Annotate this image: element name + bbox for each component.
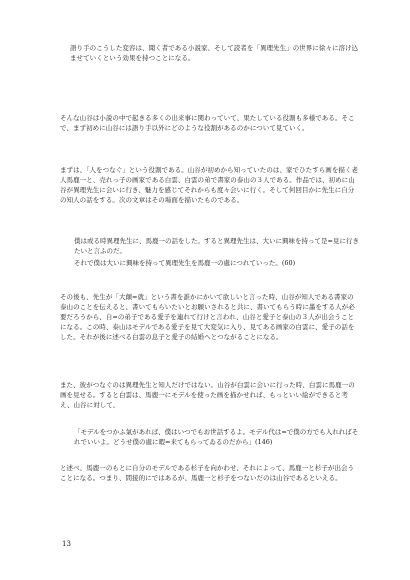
quote-1: 僕は或る時異理先生に、馬鹿一の話をした。すると異理先生は、大いに興味を持って是=見に行きたいと言ふのだ。 (74, 237, 359, 255)
paragraph-6: と述べ、馬鹿一のもとに自分のモデルである杉子を向かわせ、それによって、馬鹿一と杉子が出会うことになる。つまり、間接的にではあるが、馬鹿一と杉子をつないだのは山谷であるといえる。 (60, 464, 355, 482)
page-number: 13 (62, 540, 71, 548)
quote-2: それで僕は大いに興味を持って異理先生を馬鹿一の處につれていった。(60) (74, 259, 296, 267)
paragraph-5: また、彼がつなぐのは異理先生と知人だけではない。山谷が白雲に会いに行った時、白雲に馬鹿一の画を見せる。すると白雲は、馬鹿一にモデルを使った画を描かせれば、もっといい絵ができると考え、山谷に対して、 (60, 381, 355, 409)
paragraph-1: 語り手のこうした変容は、聞く者である小説家、そして読者を「異理先生」の世界に徐々に溶け込ませていくという効果を持つことになる。 (70, 44, 359, 62)
paragraph-4: その後も、先生が「大顛=就」という書を誰かにかいて欲しいと言った時、山谷が知人である書家の泰山のことを伝えると、書いてもらいたいとお願いされると共に、書いてもらう時に墨をする人が必要だろうから、自=の弟子である愛子を連れて行けと言われ、山谷と愛子と泰山の３人が出会うことになる。この時、泰山はモデルである愛子を見て大変気に入り、見てある画家の白雲に、愛子の話をした。それが後に述べる白雲の息子と愛子の結婚へとつながることになる。 (60, 293, 355, 341)
quote-3: 「モデルをつかふ氣があれば、僕はいつでもお世話するよ。モデル代は=で僕の方でも入れればそれでいいよ。どうせ僕の處に暇=来てもらってゐるのだから」(146) (74, 428, 359, 446)
paragraph-2: そんな山谷は小説の中で起きる多くの出来事に関わっていて、果たしている役割も多様である。そこで、まず初めに山谷には語り手以外にどのような役割があるのかについて見ていく。 (60, 114, 355, 132)
paragraph-3: まずは、「人をつなぐ」という役割である。山谷が初めから知っていたのは、家でひたすら画を描く老人馬鹿一と、売れっ子の画家である白雲、白雲の弟で書家の泰山の３人である。作品では、初めに山谷が異理先生に会いに行き、魅力を感じてそれからも度々会いに行く。そして何回目かに先生に自分の知人の話をする。次の文章はその場面を描いたものである。 (60, 166, 359, 204)
